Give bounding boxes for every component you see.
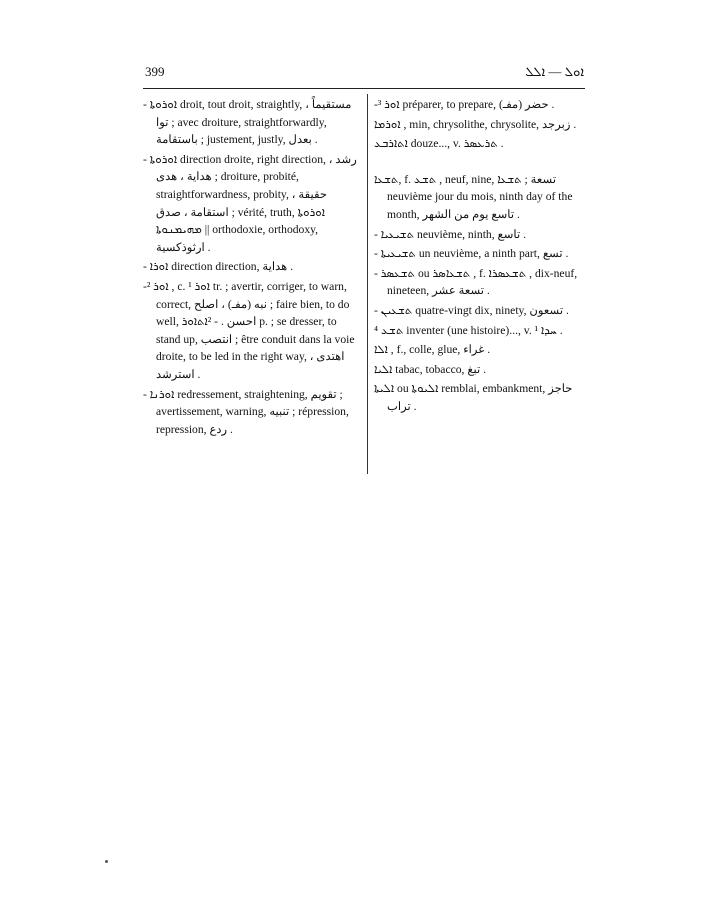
dictionary-entry: ⁴ ܬܫܥ inventer (une histoire)..., v. ¹ ܚܕܐ . (374, 323, 563, 337)
dictionary-entry: ܐܠܝܐ tabac, tobacco, تبغ . (374, 362, 487, 376)
dictionary-entry: -³ ܐܘܪ préparer, to prepare, حضر (مفـ) . (374, 98, 555, 111)
entry-gap (374, 155, 588, 171)
dictionary-entry: - ܬܫܝܥܝܐ neuvième, ninth, تاسع . (374, 227, 526, 241)
dictionary-entry-headword: ܬܫܥܐ, f. ܬܫܥ , neuf, nine, تسعة ; ܬܫܥܐ neuvième jour du mois, ninth day of the month, تاسع يوم من الشهر . (374, 172, 573, 221)
column-divider (367, 94, 368, 474)
right-column (374, 96, 588, 418)
dictionary-entry: - ܐܘܪܘܬܐ direction droite, right direction, رشد ، هداية ، هدى ; droiture, probité, straightforwardness, probity, حقيقة ، استقامة ، صدق ; vérité, truth, ܐܘܪܘܬܐ ܡܗܝܡܢܘܬܐ || orthodoxie, orthodoxy, ارثوذكسية . (143, 152, 357, 254)
dictionary-entry: - ܬܫܝܥܝܬܐ un neuvième, a ninth part, تسع . (374, 247, 569, 261)
dictionary-entry: - ܐܘܪܘܬܐ droit, tout droit, straightly, مستقيماً ، توا ; avec droiture, straightforwardly, باستقامة ; justement, justly, بعدل . (143, 98, 352, 147)
dictionary-entry: - ܐܘܪܢܐ redressement, straightening, تقويم ; avertissement, warning, تنبيه ; répression, repression, ردع . (143, 387, 349, 436)
dictionary-entry: - ܐܘܪܐ direction direction, هداية . (143, 260, 294, 274)
left-column (143, 96, 359, 440)
dictionary-entry: -² ܐܘܪ , c. ¹ ܐܘܪ tr. ; avertir, corriger, to warn, correct, نبه (مفـ) ، اصلح ; faire bien, to do well, احسن . - ²ܐܬܐܘܪ p. ; se dresser, to stand up, انتصب ; être conduit dans la voie droite, to be led in the right way, اهتدى ، استرشد . (143, 279, 355, 381)
dictionary-entry: ܐܠܝܬܐ ou ܐܠܝܘܬܐ remblai, embankment, حاجز تراب . (374, 382, 573, 413)
dictionary-entry: ܐܠܐ , f., colle, glue, غراء . (374, 343, 491, 357)
page-speck (105, 860, 108, 863)
dictionary-entry: - ܬܫܥܣܪ ou ܬܫܥܐܣܪ , f. ܬܫܥܣܪܐ , dix-neuf, nineteen, تسعة عشر . (374, 266, 578, 298)
page-number: 399 (145, 64, 165, 79)
running-head: ܐܘܠ — ܐܠܠ (525, 64, 584, 79)
dictionary-entry: ܐܬܐܪܒܥ douze..., v. ܬܪܥܣܪ . (374, 137, 504, 151)
dictionary-entry: - ܬܫܥܝܢ quatre-vingt dix, ninety, تسعون . (374, 303, 569, 317)
dictionary-entry: ܐܘܪܡܐ , min, chrysolithe, chrysolite, زبرجد . (374, 117, 577, 131)
header-rule (143, 88, 585, 89)
